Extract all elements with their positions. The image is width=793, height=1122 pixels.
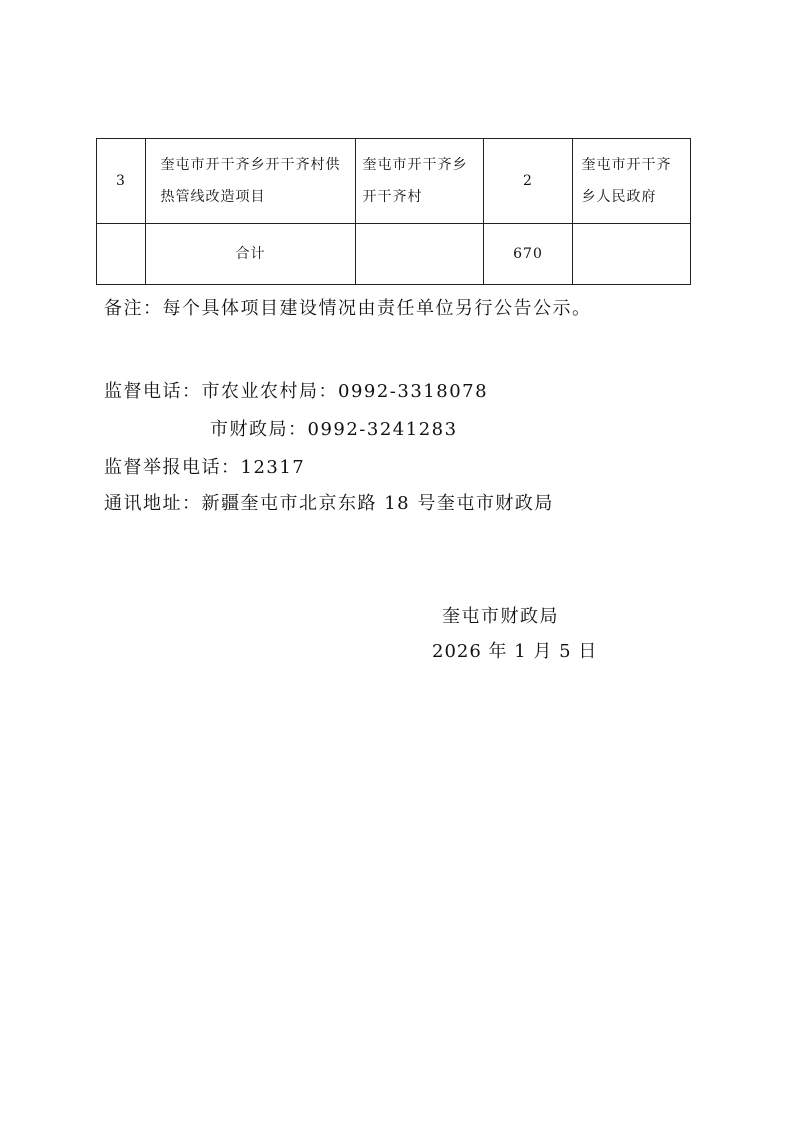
responsible-unit-cell — [573, 139, 691, 224]
total-location-cell — [356, 224, 484, 285]
signature-organization: 奎屯市财政局 — [442, 606, 559, 627]
amount-cell: 2 — [484, 139, 573, 224]
project-table — [96, 138, 691, 285]
total-label-cell: 合计 — [146, 224, 356, 285]
project-name-text: 奎屯市开干齐乡开干齐村供热管线改造项目 — [160, 157, 341, 205]
total-empty-cell — [97, 224, 146, 285]
total-amount-cell: 670 — [484, 224, 573, 285]
report-hotline: 监督举报电话：12317 — [104, 457, 306, 478]
signature-date: 2026 年 1 月 5 日 — [432, 641, 598, 662]
location-cell — [356, 139, 484, 224]
finance-bureau-phone-line: 市财政局：0992-3241283 — [210, 419, 458, 440]
responsible-unit-text: 奎屯市开干齐乡人民政府 — [581, 157, 672, 205]
total-unit-cell — [573, 224, 691, 285]
location-text: 奎屯市开干齐乡开干齐村 — [362, 157, 468, 205]
mailing-address: 通讯地址：新疆奎屯市北京东路 18 号奎屯市财政局 — [104, 493, 554, 514]
table-row — [97, 139, 691, 224]
project-name-cell — [146, 139, 356, 224]
total-row — [97, 224, 691, 285]
supervision-phone-line: 监督电话：市农业农村局：0992-3318078 — [104, 381, 489, 402]
remark-note: 备注：每个具体项目建设情况由责任单位另行公告公示。 — [104, 298, 592, 319]
row-number-cell: 3 — [97, 139, 146, 224]
